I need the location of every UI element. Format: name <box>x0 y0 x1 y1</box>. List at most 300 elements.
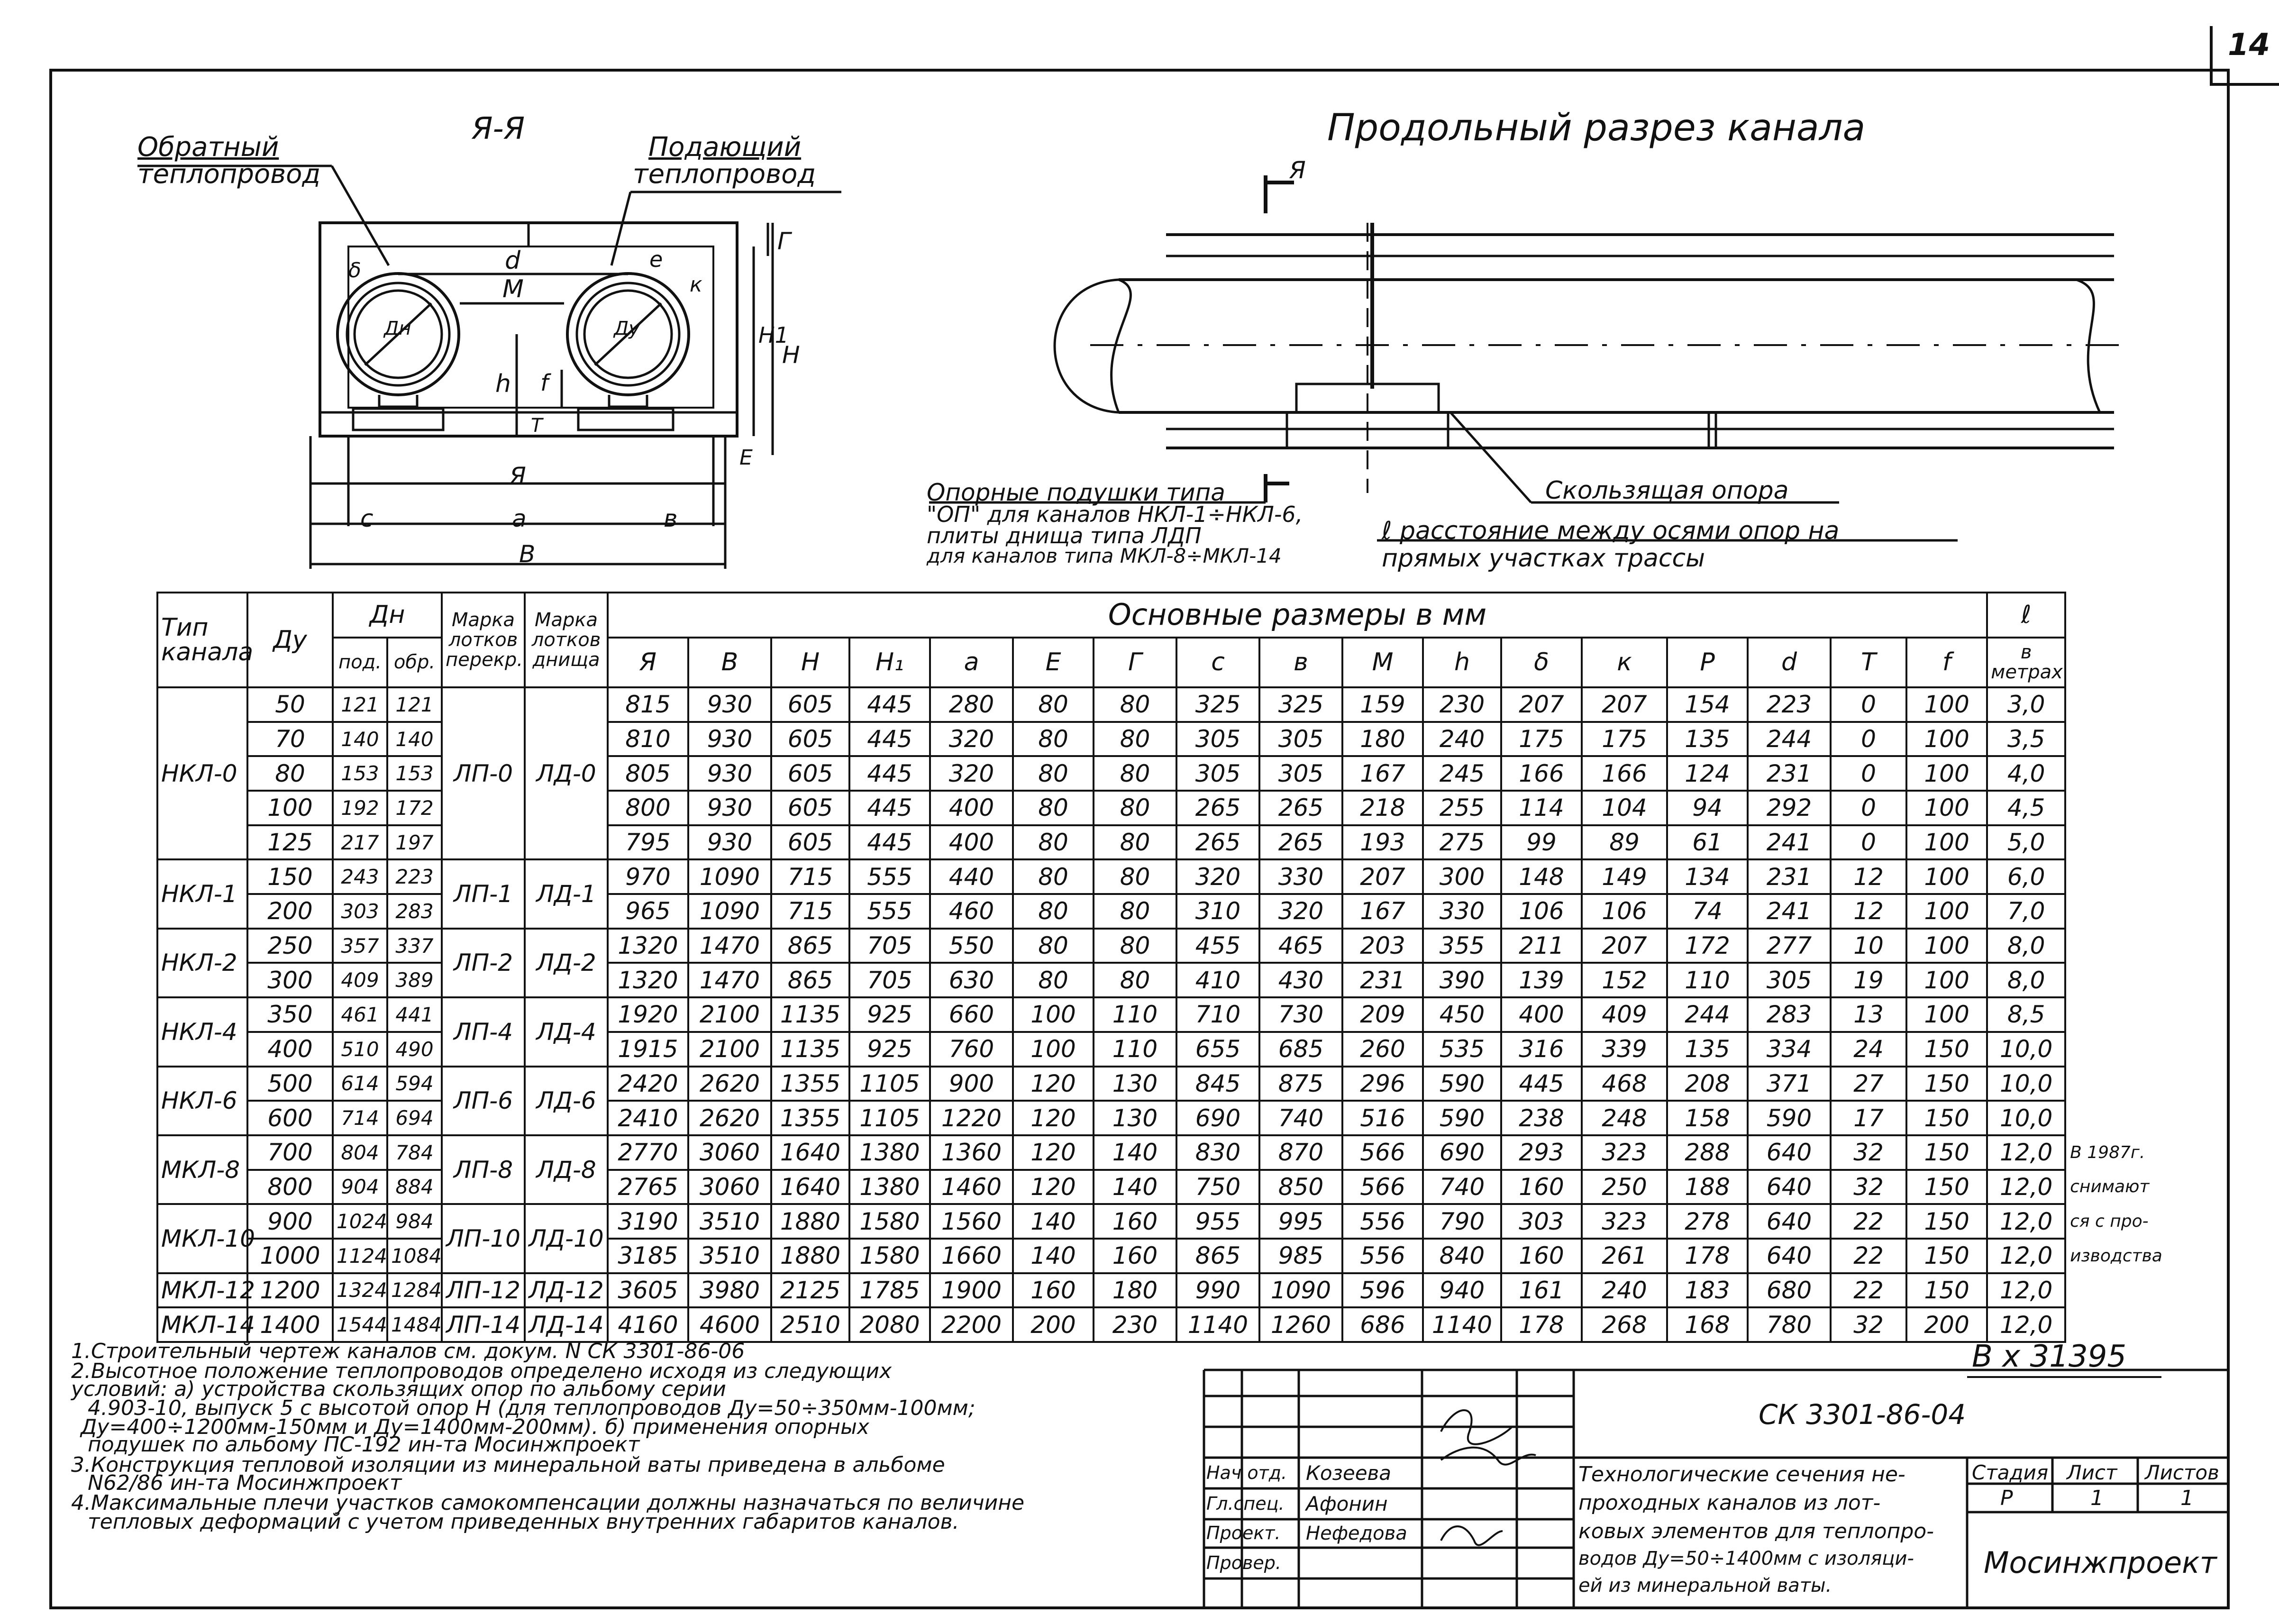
table-cell: 255 <box>1423 791 1501 825</box>
table-cell: 339 <box>1582 1032 1667 1067</box>
table-cell: 12 <box>1831 859 1906 894</box>
table-cell: 0 <box>1831 722 1906 757</box>
table-cell: 150 <box>1906 1135 1987 1170</box>
table-cell: 4,0 <box>1987 756 2065 791</box>
table-cell: 110 <box>1094 1032 1176 1067</box>
cell-type: НКЛ-4 <box>157 997 247 1066</box>
table-cell: 556 <box>1342 1239 1423 1273</box>
header-dim-3: Н₁ <box>849 638 930 687</box>
table-cell: 1090 <box>1259 1273 1342 1308</box>
table-cell: 250 <box>247 929 333 963</box>
table-cell: 265 <box>1176 825 1259 860</box>
table-cell: 6,0 <box>1987 859 2065 894</box>
table-cell: 715 <box>771 894 849 929</box>
table-cell: 865 <box>771 929 849 963</box>
table-cell: 1090 <box>688 859 771 894</box>
table-cell: 590 <box>1748 1101 1831 1135</box>
dim-label-f: f <box>540 370 548 396</box>
table-cell: 790 <box>1423 1204 1501 1239</box>
table-cell: 900 <box>930 1067 1013 1101</box>
table-cell: 250 <box>1582 1170 1667 1204</box>
table-cell: 1355 <box>771 1067 849 1101</box>
table-cell: 550 <box>930 929 1013 963</box>
table-cell: 805 <box>608 756 688 791</box>
header-l: ℓ <box>1987 593 2065 638</box>
table-cell: 61 <box>1667 825 1748 860</box>
handwritten-reference: В х 31395 <box>1972 1339 2127 1374</box>
table-cell: 150 <box>247 859 333 894</box>
table-cell: 280 <box>930 687 1013 722</box>
table-cell: 120 <box>1013 1067 1094 1101</box>
table-cell: 207 <box>1582 687 1667 722</box>
table-cell: 925 <box>849 997 930 1032</box>
table-cell: 100 <box>1906 929 1987 963</box>
table-cell: 2200 <box>930 1307 1013 1342</box>
table-cell: 223 <box>1748 687 1831 722</box>
table-cell: 17 <box>1831 1101 1906 1135</box>
table-cell: 865 <box>1176 1239 1259 1273</box>
table-cell: 705 <box>849 963 930 997</box>
cell-tray-mark: ЛП-1 <box>442 859 525 928</box>
table-cell: 740 <box>1423 1170 1501 1204</box>
table-cell: 2420 <box>608 1067 688 1101</box>
table-cell: 685 <box>1259 1032 1342 1067</box>
table-cell: 460 <box>930 894 1013 929</box>
note-line-2: 2.Высотное положение теплопроводов определено исходя из следующих <box>71 1359 892 1383</box>
table-cell: 167 <box>1342 756 1423 791</box>
table-cell: 80 <box>1013 929 1094 963</box>
table-cell: 283 <box>387 894 442 929</box>
table-cell: 605 <box>771 791 849 825</box>
table-cell: 316 <box>1501 1032 1582 1067</box>
table-cell: 445 <box>849 687 930 722</box>
table-cell: 74 <box>1667 894 1748 929</box>
table-cell: 800 <box>608 791 688 825</box>
table-cell: 158 <box>1667 1101 1748 1135</box>
pads-label-1: Опорные подушки типа <box>927 479 1225 506</box>
cell-type: МКЛ-8 <box>157 1135 247 1204</box>
table-cell: 330 <box>1259 859 1342 894</box>
table-cell: 0 <box>1831 825 1906 860</box>
table-cell: 160 <box>1013 1273 1094 1308</box>
table-cell: 10 <box>1831 929 1906 963</box>
table-cell: 323 <box>1582 1204 1667 1239</box>
table-cell: 1544 <box>333 1307 387 1342</box>
table-cell: 200 <box>1013 1307 1094 1342</box>
table-cell: 178 <box>1501 1307 1582 1342</box>
table-cell: 3,5 <box>1987 722 2065 757</box>
table-cell: 208 <box>1667 1067 1748 1101</box>
table-cell: 153 <box>387 756 442 791</box>
stamp-sheets: 1 <box>2180 1486 2194 1510</box>
table-cell: 1200 <box>247 1273 333 1308</box>
table-cell: 984 <box>387 1204 442 1239</box>
note-line-10: тепловых деформаций с учетом приведенных внутренних габаритов каналов. <box>88 1510 959 1534</box>
table-cell: 1920 <box>608 997 688 1032</box>
dim-label-H: H <box>782 341 800 369</box>
table-cell: 955 <box>1176 1204 1259 1239</box>
table-cell: 930 <box>688 687 771 722</box>
stamp-role-4: Провер. <box>1206 1552 1281 1573</box>
dim-label-k: к <box>690 273 702 297</box>
table-cell: 140 <box>1013 1239 1094 1273</box>
table-cell: 3185 <box>608 1239 688 1273</box>
table-cell: 400 <box>247 1032 333 1067</box>
table-cell: 660 <box>930 997 1013 1032</box>
cell-bottom-mark: ЛД-2 <box>525 929 608 997</box>
cell-type: МКЛ-12 <box>157 1273 247 1308</box>
table-cell: 197 <box>387 825 442 860</box>
table-cell: 371 <box>1748 1067 1831 1101</box>
table-cell: 810 <box>608 722 688 757</box>
table-cell: 320 <box>1259 894 1342 929</box>
table-cell: 207 <box>1582 929 1667 963</box>
table-cell: 223 <box>387 859 442 894</box>
dim-label-b: в <box>664 505 678 532</box>
table-cell: 800 <box>247 1170 333 1204</box>
table-cell: 150 <box>1906 1032 1987 1067</box>
header-dn-obr: обр. <box>387 638 442 687</box>
table-cell: 930 <box>688 791 771 825</box>
table-cell: 100 <box>1906 722 1987 757</box>
table-cell: 238 <box>1501 1101 1582 1135</box>
table-cell: 100 <box>1013 1032 1094 1067</box>
table-cell: 265 <box>1259 825 1342 860</box>
table-cell: 2770 <box>608 1135 688 1170</box>
table-cell: 217 <box>333 825 387 860</box>
table-cell: 555 <box>849 859 930 894</box>
label-supply-line1: Подающий <box>648 132 802 163</box>
table-cell: 1024 <box>333 1204 387 1239</box>
table-cell: 178 <box>1667 1239 1748 1273</box>
stamp-sheet: 1 <box>2090 1486 2104 1510</box>
table-cell: 640 <box>1748 1204 1831 1239</box>
header-dim-4: а <box>930 638 1013 687</box>
stamp-desc-2: проходных каналов из лот- <box>1578 1491 1881 1515</box>
header-dim-8: в <box>1259 638 1342 687</box>
table-cell: 430 <box>1259 963 1342 997</box>
table-cell: 2100 <box>688 1032 771 1067</box>
table-cell: 4160 <box>608 1307 688 1342</box>
table-cell: 19 <box>1831 963 1906 997</box>
table-cell: 10,0 <box>1987 1067 2065 1101</box>
cell-type: МКЛ-10 <box>157 1204 247 1273</box>
table-cell: 700 <box>247 1135 333 1170</box>
cell-tray-mark: ЛП-8 <box>442 1135 525 1204</box>
table-cell: 680 <box>1748 1273 1831 1308</box>
table-cell: 3510 <box>688 1204 771 1239</box>
header-main-dims: Основные размеры в мм <box>608 593 1987 638</box>
table-cell: 516 <box>1342 1101 1423 1135</box>
table-cell: 750 <box>1176 1170 1259 1204</box>
table-cell: 100 <box>1906 825 1987 860</box>
table-cell: 1880 <box>771 1239 849 1273</box>
table-cell: 600 <box>247 1101 333 1135</box>
cell-bottom-mark: ЛД-14 <box>525 1307 608 1342</box>
table-cell: 445 <box>849 825 930 860</box>
table-cell: 80 <box>1013 756 1094 791</box>
table-cell: 640 <box>1748 1135 1831 1170</box>
table-cell: 556 <box>1342 1204 1423 1239</box>
table-cell: 211 <box>1501 929 1582 963</box>
table-cell: 32 <box>1831 1170 1906 1204</box>
table-cell: 12,0 <box>1987 1170 2065 1204</box>
label-return-line1: Обратный <box>137 132 279 163</box>
table-cell: 278 <box>1667 1204 1748 1239</box>
table-cell: 705 <box>849 929 930 963</box>
table-cell: 690 <box>1176 1101 1259 1135</box>
header-dim-1: В <box>688 638 771 687</box>
table-cell: 22 <box>1831 1204 1906 1239</box>
table-cell: 5,0 <box>1987 825 2065 860</box>
pads-label-3: плиты днища типа ЛДП <box>927 523 1202 548</box>
table-cell: 12 <box>1831 894 1906 929</box>
table-cell: 80 <box>1094 859 1176 894</box>
stamp-role-3: Проект. <box>1206 1523 1281 1543</box>
table-cell: 830 <box>1176 1135 1259 1170</box>
table-cell: 140 <box>387 722 442 757</box>
table-cell: 124 <box>1667 756 1748 791</box>
cell-bottom-mark: ЛД-1 <box>525 859 608 928</box>
table-cell: 100 <box>1906 756 1987 791</box>
table-cell: 865 <box>771 963 849 997</box>
table-cell: 100 <box>1013 997 1094 1032</box>
table-cell: 1880 <box>771 1204 849 1239</box>
table-cell: 148 <box>1501 859 1582 894</box>
table-cell: 450 <box>1423 997 1501 1032</box>
table-cell: 300 <box>1423 859 1501 894</box>
table-cell: 230 <box>1094 1307 1176 1342</box>
table-cell: 89 <box>1582 825 1667 860</box>
cell-bottom-mark: ЛД-8 <box>525 1135 608 1204</box>
table-cell: 245 <box>1423 756 1501 791</box>
table-cell: 135 <box>1667 722 1748 757</box>
table-cell: 161 <box>1501 1273 1582 1308</box>
table-cell: 183 <box>1667 1273 1748 1308</box>
table-cell: 12,0 <box>1987 1307 2065 1342</box>
header-l-unit: в метрах <box>1987 638 2065 687</box>
note-line-6: подушек по альбому ПС-192 ин-та Мосинжпроект <box>88 1432 640 1457</box>
table-cell: 172 <box>387 791 442 825</box>
label-supply-line2: теплопровод <box>633 159 816 190</box>
header-dim-10: h <box>1423 638 1501 687</box>
table-cell: 930 <box>688 825 771 860</box>
table-cell: 80 <box>1013 722 1094 757</box>
header-dn-pod: под. <box>333 638 387 687</box>
table-cell: 140 <box>333 722 387 757</box>
table-cell: 310 <box>1176 894 1259 929</box>
header-tray-mark: Марка лотков перекр. <box>442 593 525 687</box>
table-cell: 172 <box>1667 929 1748 963</box>
header-dim-6: Г <box>1094 638 1176 687</box>
stamp-desc-1: Технологические сечения не- <box>1578 1462 1905 1487</box>
table-cell: 845 <box>1176 1067 1259 1101</box>
table-cell: 2125 <box>771 1273 849 1308</box>
table-cell: 1320 <box>608 963 688 997</box>
table-cell: 1324 <box>333 1273 387 1308</box>
table-cell: 605 <box>771 825 849 860</box>
note-line-4: 4.903-10, выпуск 5 с высотой опор Н (для теплопроводов Ду=50÷350мм-100мм; <box>88 1396 975 1420</box>
stamp-desc-3: ковых элементов для теплопро- <box>1578 1519 1934 1543</box>
table-cell: 149 <box>1582 859 1667 894</box>
table-cell: 265 <box>1176 791 1259 825</box>
table-cell: 566 <box>1342 1135 1423 1170</box>
table-cell: 710 <box>1176 997 1259 1032</box>
pads-label-2: "ОП" для каналов НКЛ-1÷НКЛ-6, <box>927 502 1303 527</box>
table-cell: 795 <box>608 825 688 860</box>
distance-label-2: прямых участках трассы <box>1382 544 1705 573</box>
table-cell: 160 <box>1094 1239 1176 1273</box>
table-cell: 10,0 <box>1987 1101 2065 1135</box>
table-cell: 121 <box>387 687 442 722</box>
table-cell: 100 <box>1906 963 1987 997</box>
table-cell: 140 <box>1013 1204 1094 1239</box>
cell-bottom-mark: ЛД-4 <box>525 997 608 1066</box>
table-cell: 100 <box>247 791 333 825</box>
table-cell: 241 <box>1748 894 1831 929</box>
dim-label-B: В <box>519 540 536 568</box>
table-cell: 283 <box>1748 997 1831 1032</box>
table-cell: 325 <box>1259 687 1342 722</box>
table-cell: 134 <box>1667 859 1748 894</box>
table-cell: 24 <box>1831 1032 1906 1067</box>
table-cell: 590 <box>1423 1101 1501 1135</box>
table-cell: 166 <box>1501 756 1582 791</box>
table-cell: 100 <box>1906 859 1987 894</box>
table-cell: 1785 <box>849 1273 930 1308</box>
table-cell: 200 <box>1906 1307 1987 1342</box>
table-cell: 3605 <box>608 1273 688 1308</box>
sliding-support-label: Скользящая опора <box>1545 476 1789 505</box>
table-cell: 2100 <box>688 997 771 1032</box>
longitudinal-title: Продольный разрез канала <box>1327 107 1866 149</box>
pads-label-4: для каналов типа МКЛ-8÷МКЛ-14 <box>927 544 1282 567</box>
table-cell: 292 <box>1748 791 1831 825</box>
table-cell: 268 <box>1582 1307 1667 1342</box>
table-cell: 100 <box>1906 997 1987 1032</box>
table-cell: 1124 <box>333 1239 387 1273</box>
table-cell: 140 <box>1094 1170 1176 1204</box>
table-cell: 1320 <box>608 929 688 963</box>
table-cell: 3190 <box>608 1204 688 1239</box>
table-cell: 175 <box>1582 722 1667 757</box>
table-cell: 0 <box>1831 791 1906 825</box>
table-cell: 815 <box>608 687 688 722</box>
table-cell: 160 <box>1501 1170 1582 1204</box>
table-cell: 104 <box>1582 791 1667 825</box>
table-cell: 100 <box>1906 687 1987 722</box>
table-cell: 440 <box>930 859 1013 894</box>
table-cell: 1140 <box>1423 1307 1501 1342</box>
table-cell: 230 <box>1423 687 1501 722</box>
table-cell: 8,0 <box>1987 963 2065 997</box>
table-cell: 4,5 <box>1987 791 2065 825</box>
table-cell: 441 <box>387 997 442 1032</box>
dim-label-Dy: Ду <box>614 318 640 339</box>
table-cell: 150 <box>1906 1273 1987 1308</box>
table-cell: 305 <box>1748 963 1831 997</box>
cell-tray-mark: ЛП-0 <box>442 687 525 859</box>
table-cell: 277 <box>1748 929 1831 963</box>
table-cell: 1900 <box>930 1273 1013 1308</box>
table-cell: 804 <box>333 1135 387 1170</box>
cell-bottom-mark: ЛД-10 <box>525 1204 608 1273</box>
table-cell: 80 <box>1094 687 1176 722</box>
table-cell: 510 <box>333 1032 387 1067</box>
table-cell: 1105 <box>849 1067 930 1101</box>
dim-label-G: Г <box>777 228 791 255</box>
stamp-stage-label: Стадия <box>1972 1461 2049 1484</box>
table-cell: 900 <box>247 1204 333 1239</box>
table-cell: 330 <box>1423 894 1501 929</box>
table-cell: 293 <box>1501 1135 1582 1170</box>
table-cell: 3060 <box>688 1170 771 1204</box>
note-line-5: Ду=400÷1200мм-150мм и Ду=1400мм-200мм). б) применения опорных <box>81 1415 869 1439</box>
header-dim-0: Я <box>608 638 688 687</box>
table-cell: 323 <box>1582 1135 1667 1170</box>
table-cell: 1400 <box>247 1307 333 1342</box>
table-cell: 320 <box>930 756 1013 791</box>
table-cell: 27 <box>1831 1067 1906 1101</box>
stamp-role-1: Нач отд. <box>1206 1462 1287 1483</box>
note-line-1: 1.Строительный чертеж каналов см. докум. N СК 3301-86-06 <box>71 1339 745 1363</box>
table-cell: 337 <box>387 929 442 963</box>
table-cell: 1355 <box>771 1101 849 1135</box>
table-cell: 640 <box>1748 1239 1831 1273</box>
table-cell: 125 <box>247 825 333 860</box>
table-cell: 22 <box>1831 1273 1906 1308</box>
dim-label-A: Я <box>510 462 526 490</box>
table-cell: 468 <box>1582 1067 1667 1101</box>
table-cell: 990 <box>1176 1273 1259 1308</box>
header-dy: Ду <box>247 593 333 687</box>
stamp-name-2: Афонин <box>1306 1492 1388 1515</box>
stamp-sheet-label: Лист <box>2067 1461 2117 1484</box>
table-cell: 2620 <box>688 1101 771 1135</box>
table-cell: 4600 <box>688 1307 771 1342</box>
table-cell: 22 <box>1831 1239 1906 1273</box>
table-cell: 154 <box>1667 687 1748 722</box>
table-cell: 106 <box>1582 894 1667 929</box>
cell-bottom-mark: ЛД-0 <box>525 687 608 859</box>
note-line-8: N62/86 ин-та Мосинжпроект <box>88 1471 402 1495</box>
table-cell: 1000 <box>247 1239 333 1273</box>
table-cell: 605 <box>771 756 849 791</box>
table-cell: 850 <box>1259 1170 1342 1204</box>
cell-tray-mark: ЛП-12 <box>442 1273 525 1308</box>
table-cell: 1260 <box>1259 1307 1342 1342</box>
table-cell: 1360 <box>930 1135 1013 1170</box>
dim-label-M: M <box>502 275 524 303</box>
table-cell: 325 <box>1176 687 1259 722</box>
table-cell: 400 <box>930 825 1013 860</box>
note-line-7: 3.Конструкция тепловой изоляции из минеральной ваты приведена в альбоме <box>71 1453 945 1477</box>
table-cell: 231 <box>1748 859 1831 894</box>
table-cell: 243 <box>333 859 387 894</box>
table-cell: 80 <box>1013 825 1094 860</box>
table-cell: 2410 <box>608 1101 688 1135</box>
table-cell: 1105 <box>849 1101 930 1135</box>
table-cell: 248 <box>1582 1101 1667 1135</box>
table-cell: 970 <box>608 859 688 894</box>
table-cell: 120 <box>1013 1101 1094 1135</box>
table-cell: 760 <box>930 1032 1013 1067</box>
table-cell: 1660 <box>930 1239 1013 1273</box>
table-cell: 1560 <box>930 1204 1013 1239</box>
table-cell: 389 <box>387 963 442 997</box>
table-cell: 350 <box>247 997 333 1032</box>
cell-type: НКЛ-6 <box>157 1067 247 1135</box>
